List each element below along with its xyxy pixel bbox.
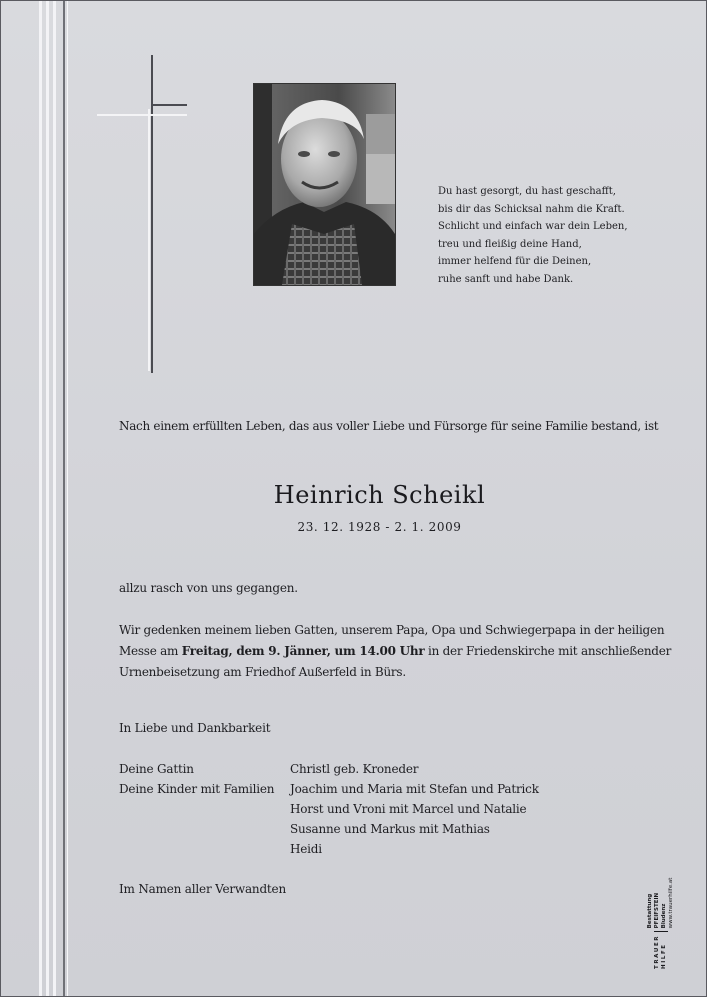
poem-line: immer helfend für die Deinen, [438,256,592,268]
poem-line: Du hast gesorgt, du hast geschafft, [438,186,616,197]
child-family: Joachim und Maria mit Stefan und Patrick [290,782,539,796]
imprint-brand: TRAUER [654,934,660,969]
service-paragraph [119,620,672,683]
service-date-time: Freitag, dem 9. Jänner, um 14.00 Uhr [181,644,425,658]
imprint-line: Bestattung PFEIFSTEIN Bludenz [647,892,667,929]
wife-label: Deine Gattin [119,762,194,776]
wife-name: Christl geb. Kroneder [290,762,419,776]
undertaker-imprint [647,877,675,969]
intro-text: Nach einem erfüllten Leben, das aus voller Liebe und Fürsorge für seine Familie bestand, ist [119,419,659,433]
portrait-photo [253,83,396,286]
poem-line: treu und fleißig deine Hand, [438,238,582,250]
life-dates: 23. 12. 1928 - 2. 1. 2009 [297,520,462,534]
poem [438,183,658,289]
imprint-url: www.trauerhilfe.at [668,877,674,929]
children-label: Deine Kinder mit Familien [119,782,275,796]
imprint-brand: HILFE [661,943,667,969]
child-family: Susanne und Markus mit Mathias [290,822,490,836]
closing-text: In Liebe und Dankbarkeit [119,721,271,735]
poem-line: ruhe sanft und habe Dank. [438,273,574,285]
deceased-name: Heinrich Scheikl [273,481,486,509]
poem-line: Schlicht und einfach war dein Leben, [438,221,628,233]
poem-line: bis dir das Schicksal nahm die Kraft. [438,203,625,215]
service-line: Urnenbeisetzung am Friedhof Außerfeld in Bürs. [119,665,406,679]
service-line: Messe am Freitag, dem 9. Jänner, um 14.00 Uhr in der Friedenskirche mit anschließender [119,644,672,658]
child-family: Horst und Vroni mit Marcel und Natalie [290,802,527,816]
service-line: Wir gedenken meinem lieben Gatten, unserem Papa, Opa und Schwiegerpapa in der heiligen [119,623,665,637]
passed-text: allzu rasch von uns gegangen. [119,581,298,595]
child-family: Heidi [290,842,322,856]
relatives-text: Im Namen aller Verwandten [119,882,286,896]
